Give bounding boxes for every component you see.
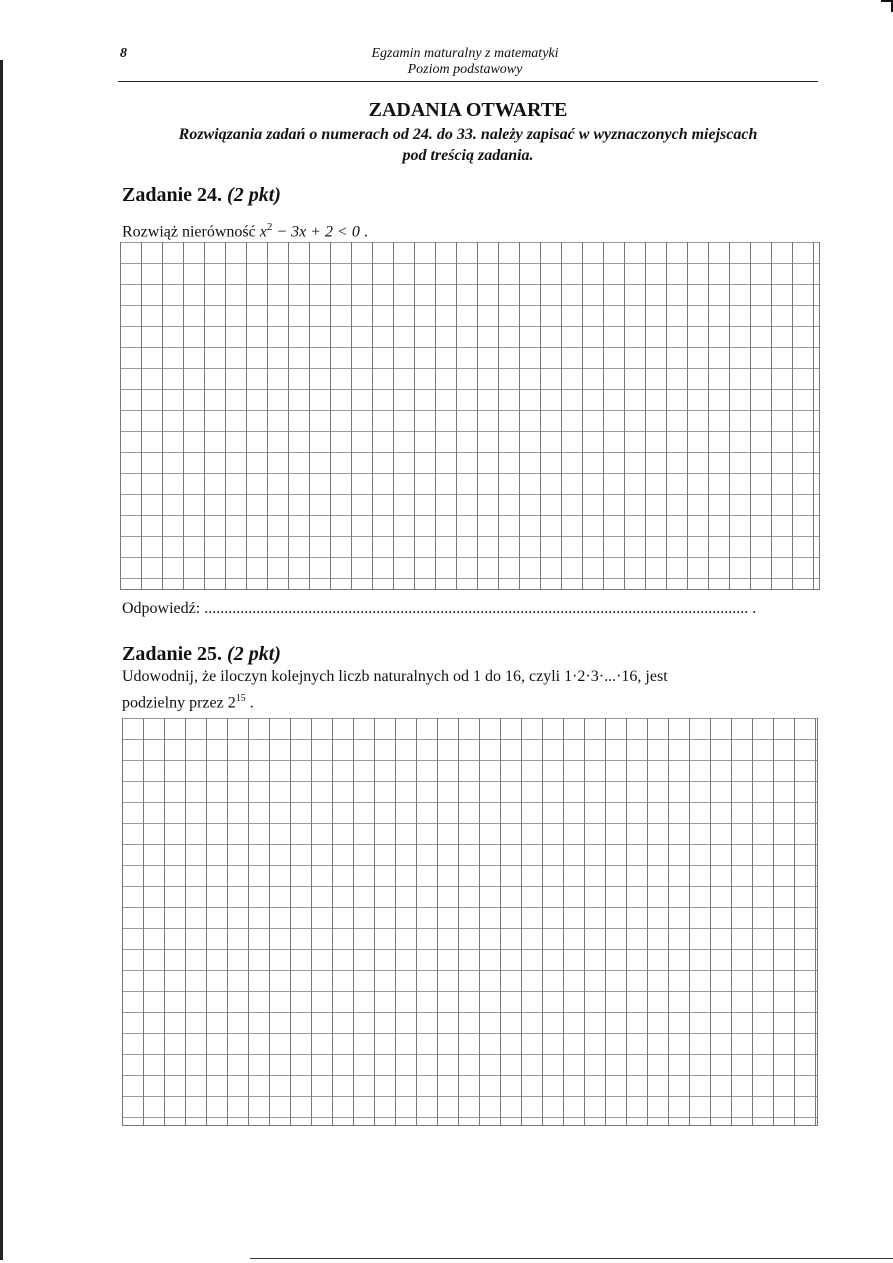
header-exam-level: Poziom podstawowy <box>407 62 523 77</box>
task-24-math-x: x <box>259 223 267 241</box>
task-25-answer-grid[interactable] <box>122 718 818 1126</box>
task-25-exp: 15 <box>235 693 246 704</box>
header-exam-title: Egzamin maturalny z matematyki <box>371 46 559 61</box>
task-25-line-2-suffix: . <box>245 694 254 712</box>
task-24-math-exp: 2 <box>266 221 273 233</box>
task-24-points: (2 pkt) <box>227 184 281 206</box>
task-25-number: Zadanie 25. <box>122 643 223 665</box>
task-25-line-2-prefix: podzielny przez 2 <box>122 694 236 712</box>
page-number: 8 <box>120 46 127 61</box>
task-25-line-2 <box>122 688 822 714</box>
task-24-math-rest: − 3x + 2 < 0 <box>272 223 360 241</box>
task-25-points: (2 pkt) <box>227 643 281 665</box>
task-24-answer-grid[interactable] <box>120 242 820 590</box>
task-24-answer-line <box>122 600 822 618</box>
task-24-text <box>122 216 368 243</box>
task-25-title <box>122 643 281 666</box>
task-24-prefix: Rozwiąż nierówność <box>122 223 260 241</box>
task-24-suffix: . <box>359 223 368 241</box>
section-title: ZADANIA OTWARTE <box>368 99 568 121</box>
scan-corner-mark <box>881 0 893 12</box>
task-25-line-1: Udowodnij, że iloczyn kolejnych liczb naturalnych od 1 do 16, czyli 1·2·3·...·16, jest <box>122 668 668 685</box>
scan-edge-bottom <box>250 1258 893 1259</box>
task-24-title <box>122 184 281 207</box>
answer-label: Odpowiedź: <box>122 600 201 617</box>
task-24-number: Zadanie 24. <box>122 184 223 206</box>
instructions-line-1: Rozwiązania zadań o numerach od 24. do 33. należy zapisać w wyznaczonych miejscach <box>178 126 758 143</box>
instructions-line-2: pod treścią zadania. <box>402 147 534 164</box>
header-rule <box>118 81 818 82</box>
answer-dots: ........................................................................................................................................ . <box>200 600 757 617</box>
section-instructions <box>118 124 818 166</box>
scan-edge-left <box>0 60 3 1260</box>
task-25-text <box>122 666 822 714</box>
